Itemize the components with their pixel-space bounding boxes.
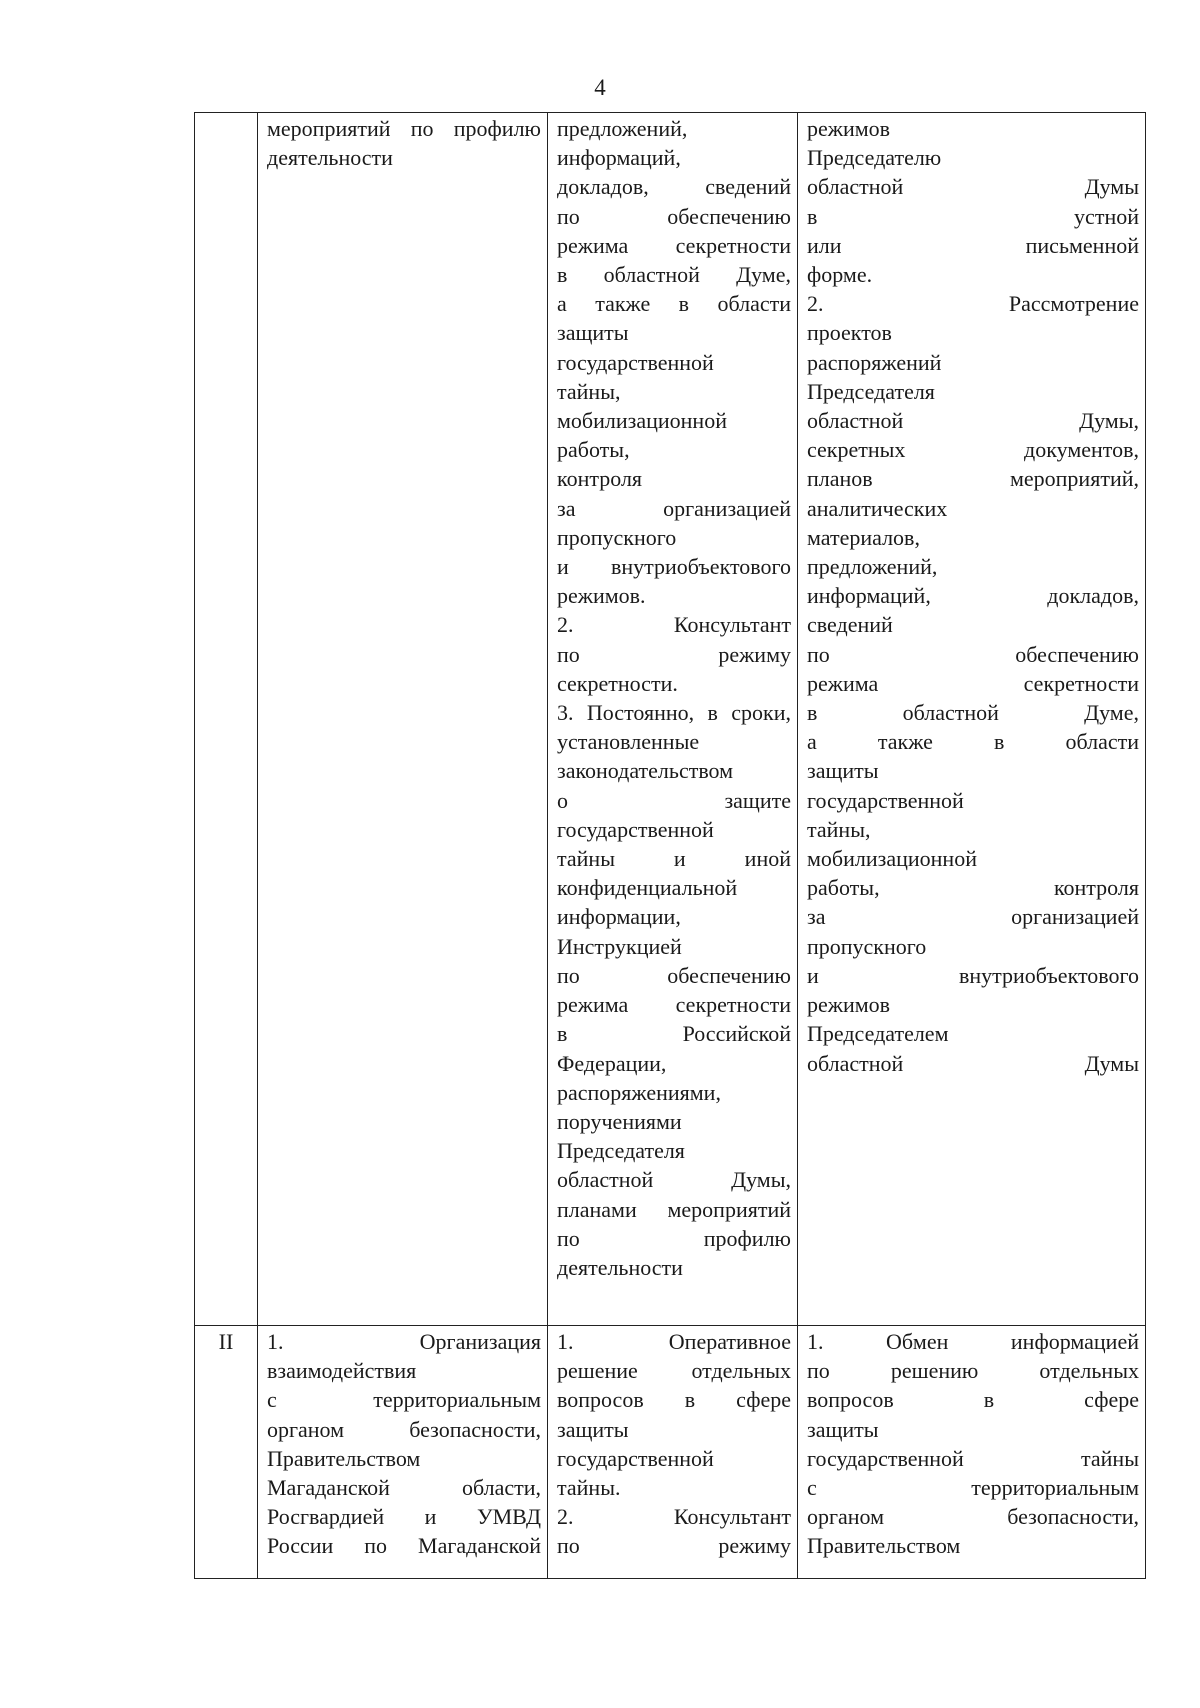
cell-text-line: в Российской — [557, 1021, 791, 1047]
cell-text-line: защиты — [807, 1416, 879, 1442]
cell-text-line: государственной — [807, 787, 964, 813]
cell-text-line: областной Думы, — [557, 1167, 791, 1193]
cell-text-line: России по Магаданской — [267, 1533, 541, 1559]
cell-text-line: тайны, — [807, 816, 871, 842]
cell-text-line: и внутриобъектового — [807, 962, 1139, 988]
responsible-cell — [548, 1326, 798, 1579]
cell-text-line: по режиму — [557, 641, 791, 667]
cell-text-line: информаций, докладов, — [807, 583, 1139, 609]
document-table — [194, 112, 1146, 1579]
cell-text-line: защиты — [807, 758, 879, 784]
cell-text-line: вопросов в сфере — [557, 1387, 791, 1413]
activity-cell — [258, 1326, 548, 1579]
cell-text-line: защиты — [557, 1416, 629, 1442]
cell-text-line: по режиму — [557, 1533, 791, 1559]
cell-text-line: Магаданской области, — [267, 1475, 541, 1501]
cell-text-line: органом безопасности, — [267, 1416, 541, 1442]
cell-text-line: тайны, — [557, 378, 621, 404]
cell-text-line: защиты — [557, 320, 629, 346]
cell-text-line: Федерации, — [557, 1050, 667, 1076]
cell-text-line: режимов — [807, 116, 891, 141]
cell-text-line: тайны и иной — [557, 846, 791, 872]
cell-text-line: аналитических — [807, 495, 948, 521]
cell-text-line: планов мероприятий, — [807, 466, 1139, 492]
cell-text-line: 1. Обмен информацией — [807, 1329, 1139, 1354]
cell-text-line: секретности. — [557, 670, 678, 696]
cell-text-line: мероприятий по профилю — [267, 116, 541, 141]
cell-text-line: областной Думы — [807, 174, 1139, 200]
cell-text-line: а также в области — [807, 729, 1139, 755]
cell-text-line: 2. Рассмотрение — [807, 291, 1139, 317]
cell-text-line: режима секретности — [807, 670, 1139, 696]
cell-text-line: мобилизационной — [807, 846, 977, 872]
cell-text-line: или письменной — [807, 232, 1139, 258]
cell-text-line: пропускного — [807, 933, 927, 959]
cell-text-line: режимов — [807, 992, 891, 1018]
cell-text-line: режима секретности — [557, 992, 791, 1018]
cell-text-line: по профилю — [557, 1225, 791, 1251]
cell-text-line: Инструкцией — [557, 933, 682, 959]
cell-text-line: законодательством — [557, 758, 734, 784]
cell-text-line: Председателю — [807, 145, 942, 171]
cell-text-line: государственной — [557, 349, 714, 375]
cell-text-line: взаимодействия — [267, 1358, 417, 1384]
cell-text-line: по решению отдельных — [807, 1358, 1139, 1384]
cell-text-line: пропускного — [557, 524, 677, 550]
cell-text-line: а также в области — [557, 291, 791, 317]
cell-text-line: распоряжениями, — [557, 1079, 721, 1105]
cell-text-line: в областной Думе, — [557, 262, 791, 288]
cell-text-line: государственной тайны — [807, 1445, 1139, 1471]
cell-text-line: тайны. — [557, 1475, 621, 1501]
cell-text-line: планами мероприятий — [557, 1196, 791, 1222]
cell-text-line: режимов. — [557, 583, 646, 609]
table-row — [195, 113, 1146, 1326]
cell-text-line: сведений — [807, 612, 893, 638]
cell-text-line: в устной — [807, 203, 1139, 229]
cell-text-line: 1. Организация — [267, 1329, 541, 1354]
cell-text-line: органом безопасности, — [807, 1504, 1139, 1530]
cell-text-line: за организацией — [807, 904, 1139, 930]
cell-text-line: форме. — [807, 262, 873, 288]
row-number-cell — [195, 113, 258, 1326]
cell-text-line: за организацией — [557, 495, 791, 521]
cell-text-line: мобилизационной — [557, 408, 727, 434]
cell-text-line: о защите — [557, 787, 791, 813]
table-row — [195, 1326, 1146, 1579]
cell-text-line: контроля — [557, 466, 643, 492]
cell-text-line: государственной — [557, 1445, 714, 1471]
page-number: 4 — [594, 75, 606, 100]
cell-text-line: режима секретности — [557, 232, 791, 258]
cell-text-line: информации, — [557, 904, 681, 930]
cell-text-line: деятельности — [267, 145, 393, 171]
cell-text-line: по обеспечению — [557, 962, 791, 988]
cell-text-line: 2. Консультант — [557, 1504, 791, 1530]
cell-text-line: конфиденциальной — [557, 875, 738, 901]
cell-text-line: распоряжений — [807, 349, 942, 375]
cell-text-line: работы, — [557, 437, 630, 463]
cell-text-line: государственной — [557, 816, 714, 842]
cell-text-line: Председателя — [557, 1138, 685, 1164]
cell-text-line: поручениями — [557, 1108, 682, 1134]
cell-text-line: секретных документов, — [807, 437, 1139, 463]
row-number-cell — [195, 1326, 258, 1579]
cell-text-line: по обеспечению — [807, 641, 1139, 667]
cell-text-line: Председателем — [807, 1021, 949, 1047]
cell-text-line: 3. Постоянно, в сроки, — [557, 700, 791, 726]
cell-text-line: Правительством — [267, 1445, 421, 1471]
cell-text-line: решение отдельных — [557, 1358, 791, 1384]
cell-text-line: областной Думы, — [807, 408, 1139, 434]
row-number: II — [218, 1329, 234, 1354]
cell-text-line: информаций, — [557, 145, 681, 171]
cell-text-line: Председателя — [807, 378, 935, 404]
cell-text-line: деятельности — [557, 1254, 683, 1280]
cell-text-line: с территориальным — [807, 1475, 1139, 1501]
cell-text-line: установленные — [557, 729, 700, 755]
cell-text-line: вопросов в сфере — [807, 1387, 1139, 1413]
result-cell — [798, 1326, 1146, 1579]
cell-text-line: и внутриобъектового — [557, 554, 791, 580]
cell-text-line: с территориальным — [267, 1387, 541, 1413]
cell-text-line: Росгвардией и УМВД — [267, 1504, 541, 1530]
responsible-cell — [548, 113, 798, 1326]
cell-text-line: работы, контроля — [807, 875, 1139, 901]
cell-text-line: проектов — [807, 320, 892, 346]
cell-text-line: 1. Оперативное — [557, 1329, 791, 1354]
cell-text-line: в областной Думе, — [807, 700, 1139, 726]
cell-text-line: предложений, — [807, 554, 938, 580]
cell-text-line: докладов, сведений — [557, 174, 791, 200]
cell-text-line: областной Думы — [807, 1050, 1139, 1076]
cell-text-line: Правительством — [807, 1533, 961, 1559]
cell-text-line: предложений, — [557, 116, 688, 141]
cell-text-line: по обеспечению — [557, 203, 791, 229]
activity-cell — [258, 113, 548, 1326]
result-cell — [798, 113, 1146, 1326]
cell-text-line: 2. Консультант — [557, 612, 791, 638]
cell-text-line: материалов, — [807, 524, 920, 550]
